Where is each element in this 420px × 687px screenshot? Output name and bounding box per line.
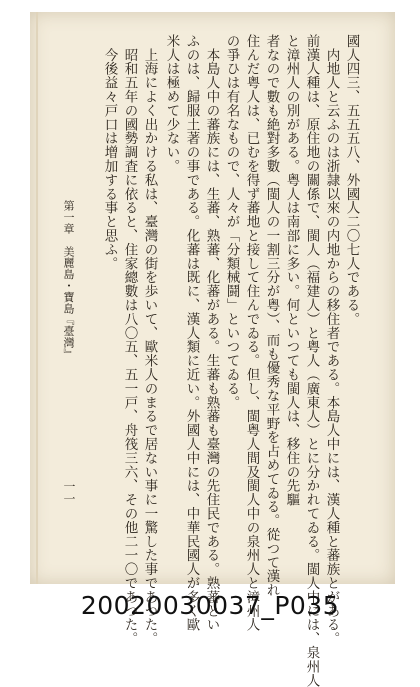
text-column-4: と漳州人の別がある。粤人は南部に多い。何といつても閩人は、移住の先驅 — [283, 34, 300, 507]
text-column-5: 者なので數も絶對多數（閩人の一割三分が粤）、而も優秀な平野を占めてゐる。從つて漢れ — [263, 34, 280, 598]
running-head: 第一章 美麗島・寶島『臺灣』 — [62, 200, 75, 360]
text-column-3: 前漢人種は、原住地の關係で、閩人（福建人）と粤人（廣東人）とに分かれてゐる。閩人中には、泉州人 — [303, 34, 320, 687]
text-column-9: ふのは、歸服土著の事である。化蕃は既に、漢人類に近い。外國人中には、中華民國人が多く歐 — [183, 34, 200, 632]
text-column-6: 住んだ粤人は、已むを得ず蕃地と接して住んでゐる。但し、閩粤人間及閩人中の泉州人と漳州人 — [243, 34, 260, 632]
text-column-8: 本島人中の蕃族には、生蕃、熟蕃、化蕃がある。生蕃も熟蕃も臺灣の先住民である。熟蕃とい — [203, 34, 220, 632]
text-column-7: の爭ひは有名なもので、人々が「分類械鬪」といつてゐる。 — [223, 34, 240, 410]
text-column-2: 内地人と云ふのは浙隷以來の内地からの移住者である。本島人中には、漢人種と蕃族とがある。 — [323, 34, 340, 646]
text-column-13: 今後益々戸口は增加する事と思ふ。 — [101, 34, 118, 271]
page-number: 一一 — [62, 480, 76, 505]
text-column-11: 上海によく出かける私は、臺灣の街を歩いて、歐米人のまるで居ない事に一驚した事であつた。 — [141, 34, 158, 646]
image-id-label: 20020030037_P035 — [80, 591, 340, 620]
text-column-10: 米人は極めて少ない。 — [163, 34, 180, 173]
text-column-1: 國人四三、五五五八、外國人二〇七人である。 — [343, 34, 360, 326]
text-column-12: 昭和五年の國勢調査に依ると、住家總數は八〇五、五一戸、舟筏三六、その他二一〇であつた。 — [121, 34, 138, 646]
page-gutter-edge — [36, 12, 38, 584]
